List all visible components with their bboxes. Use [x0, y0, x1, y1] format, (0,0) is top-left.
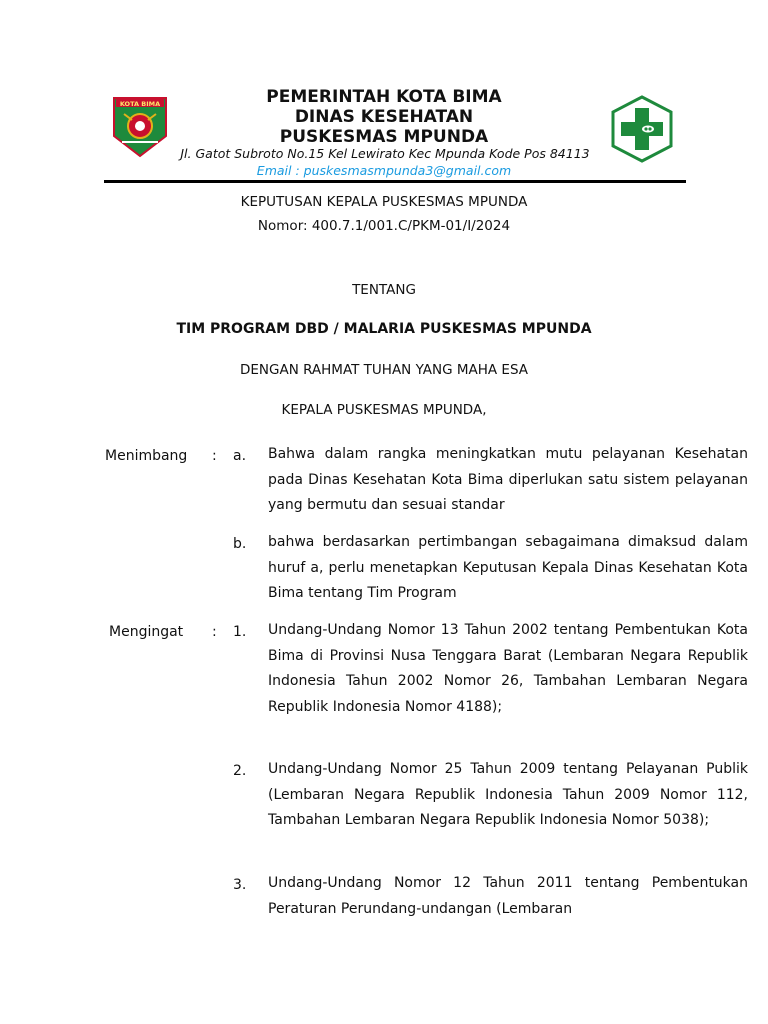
mengingat-item-mark: 2. — [233, 763, 247, 779]
letterhead-agency: DINAS KESEHATAN — [294, 107, 474, 127]
decree-subject: TIM PROGRAM DBD / MALARIA PUSKESMAS MPUNDA — [176, 321, 592, 337]
mengingat-item-mark: 1. — [233, 624, 247, 640]
menimbang-item-text: bahwa berdasarkan pertimbangan sebagaimana dimaksud dalam huruf a, perlu menetapkan Keputusan Kepala Dinas Kesehatan Kota Bima tentang Tim Program — [268, 534, 748, 602]
letterhead-email[interactable]: Email : puskesmasmpunda3@gmail.com — [256, 163, 512, 178]
menimbang-item-text: Bahwa dalam rangka meningkatkan mutu pelayanan Kesehatan pada Dinas Kesehatan Kota Bima diperlukan satu sistem pelayanan yang bermutu dan sesuai standar — [268, 446, 748, 514]
emblem-lettering: KOTA BIMA — [119, 100, 161, 108]
menimbang-item-mark: a. — [233, 448, 247, 464]
puskesmas-emblem-icon — [610, 94, 674, 164]
decree-number: Nomor: 400.7.1/001.C/PKM-01/I/2024 — [257, 218, 511, 234]
letterhead-address: Jl. Gatot Subroto No.15 Kel Lewirato Kec Mpunda Kode Pos 84113 — [180, 146, 590, 161]
letterhead-divider — [104, 180, 686, 183]
menimbang-item-mark: b. — [233, 536, 247, 552]
letterhead-facility: PUSKESMAS MPUNDA — [279, 127, 489, 147]
menimbang-colon: : — [212, 448, 217, 464]
menimbang-label: Menimbang — [105, 448, 188, 464]
decree-rahmat: DENGAN RAHMAT TUHAN YANG MAHA ESA — [239, 362, 529, 378]
mengingat-label: Mengingat — [109, 624, 184, 640]
mengingat-colon: : — [212, 624, 217, 640]
mengingat-item-text: Undang-Undang Nomor 25 Tahun 2009 tentang Pelayanan Publik (Lembaran Negara Republik Indonesia Tahun 2009 Nomor 112, Tambahan Lembaran Negara Republik Indonesia Nomor 5038); — [268, 761, 748, 829]
mengingat-item-text: Undang-Undang Nomor 12 Tahun 2011 tentang Pembentukan Peraturan Perundang-undangan (Lembaran — [268, 875, 748, 917]
mengingat-item-text: Undang-Undang Nomor 13 Tahun 2002 tentang Pembentukan Kota Bima di Provinsi Nusa Tenggara Barat (Lembaran Negara Republik Indonesia Tahun 2002 Nomor 26, Tambahan Lembaran Negara Republik Indonesia Nomor 4188); — [268, 622, 748, 715]
decree-title: KEPUTUSAN KEPALA PUSKESMAS MPUNDA — [240, 194, 528, 210]
decree-kepala: KEPALA PUSKESMAS MPUNDA, — [281, 402, 487, 418]
letterhead-government: PEMERINTAH KOTA BIMA — [266, 87, 502, 107]
mengingat-item-mark: 3. — [233, 877, 247, 893]
decree-tentang: TENTANG — [352, 282, 416, 298]
